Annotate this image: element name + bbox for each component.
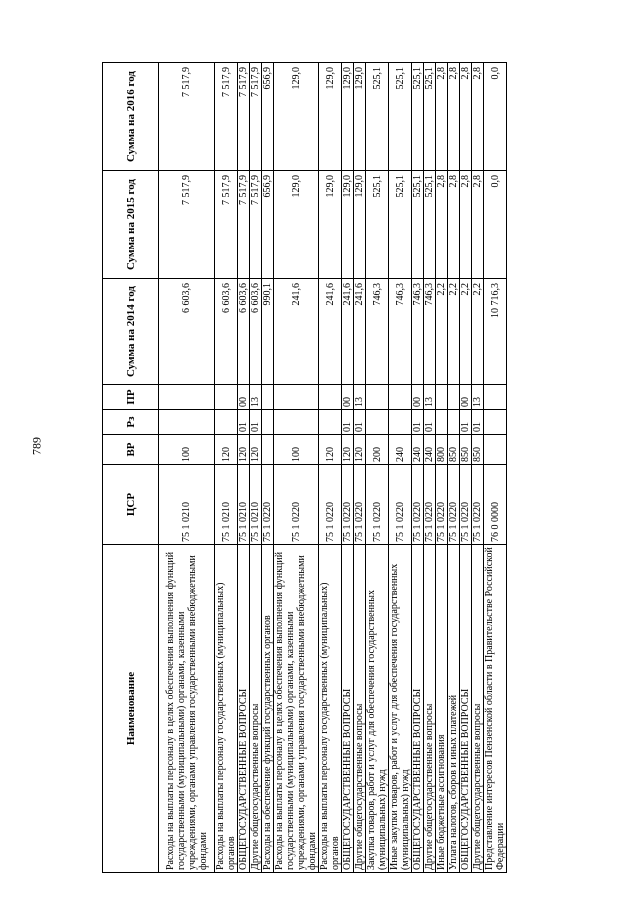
cell-csr: 75 1 0220 — [448, 465, 460, 545]
cell-csr: 75 1 0220 — [412, 465, 424, 545]
cell-rz — [389, 410, 412, 435]
cell-rz — [159, 410, 215, 435]
cell-y2016: 525,1 — [424, 63, 436, 171]
cell-name: Иные бюджетные ассигнования — [436, 545, 448, 873]
cell-pr — [274, 385, 319, 410]
table-row — [484, 63, 507, 873]
cell-vr: 100 — [159, 435, 215, 465]
cell-vr: 850 — [460, 435, 472, 465]
cell-pr: 00 — [412, 385, 424, 410]
cell-csr: 76 0 0000 — [484, 465, 507, 545]
cell-csr: 75 1 0220 — [436, 465, 448, 545]
cell-csr: 75 1 0210 — [250, 465, 262, 545]
cell-y2016: 525,1 — [366, 63, 389, 171]
cell-y2015: 525,1 — [412, 171, 424, 279]
cell-pr — [215, 385, 238, 410]
page-number: 789 — [29, 437, 44, 455]
cell-y2016: 0,0 — [484, 63, 507, 171]
cell-y2015: 129,0 — [319, 171, 342, 279]
header-pr: ПР — [103, 385, 159, 410]
cell-y2014: 10 716,3 — [484, 279, 507, 385]
cell-y2014: 241,6 — [342, 279, 354, 385]
cell-pr — [389, 385, 412, 410]
cell-y2016: 2,8 — [472, 63, 484, 171]
cell-pr: 13 — [424, 385, 436, 410]
cell-y2014: 746,3 — [424, 279, 436, 385]
cell-rz — [484, 410, 507, 435]
cell-y2016: 656,9 — [262, 63, 274, 171]
cell-y2014: 990,1 — [262, 279, 274, 385]
cell-name: ОБЩЕГОСУДАРСТВЕННЫЕ ВОПРОСЫ — [412, 545, 424, 873]
cell-vr: 200 — [366, 435, 389, 465]
cell-y2015: 656,9 — [262, 171, 274, 279]
cell-y2015: 2,8 — [436, 171, 448, 279]
cell-y2015: 129,0 — [274, 171, 319, 279]
table-row — [238, 63, 250, 873]
cell-pr — [159, 385, 215, 410]
cell-rz: 01 — [250, 410, 262, 435]
cell-name: Закупка товаров, работ и услуг для обеспечения государственных (муниципальных) нужд — [366, 545, 389, 873]
cell-y2014: 2,2 — [448, 279, 460, 385]
table-row — [366, 63, 389, 873]
cell-rz: 01 — [354, 410, 366, 435]
cell-rz: 01 — [472, 410, 484, 435]
cell-y2014: 6 603,6 — [159, 279, 215, 385]
cell-y2016: 2,8 — [436, 63, 448, 171]
cell-vr: 240 — [389, 435, 412, 465]
cell-pr: 13 — [354, 385, 366, 410]
cell-y2015: 7 517,9 — [215, 171, 238, 279]
cell-csr: 75 1 0220 — [354, 465, 366, 545]
cell-y2016: 129,0 — [274, 63, 319, 171]
cell-rz — [262, 410, 274, 435]
header-name: Наименование — [103, 545, 159, 873]
cell-rz — [274, 410, 319, 435]
table-row — [460, 63, 472, 873]
cell-csr: 75 1 0220 — [319, 465, 342, 545]
table-row — [250, 63, 262, 873]
cell-y2016: 2,8 — [448, 63, 460, 171]
cell-name: Иные закупки товаров, работ и услуг для обеспечения государственных (муниципальных) нужд — [389, 545, 412, 873]
cell-y2015: 7 517,9 — [159, 171, 215, 279]
cell-name: ОБЩЕГОСУДАРСТВЕННЫЕ ВОПРОСЫ — [460, 545, 472, 873]
header-vr: ВР — [103, 435, 159, 465]
cell-y2015: 2,8 — [460, 171, 472, 279]
cell-name: Расходы на выплаты персоналу в целях обеспечения выполнения функций государственными (муниципальными) органами, казенными учреждениями, органами управления государственными внебюджетными фондами — [159, 545, 215, 873]
cell-csr: 75 1 0220 — [389, 465, 412, 545]
cell-vr: 120 — [342, 435, 354, 465]
table-row — [424, 63, 436, 873]
table-row — [354, 63, 366, 873]
cell-rz — [366, 410, 389, 435]
cell-y2014: 746,3 — [389, 279, 412, 385]
cell-name: Представление интересов Пензенской области в Правительстве Российской Федерации — [484, 545, 507, 873]
table-row — [215, 63, 238, 873]
cell-name: Другие общегосударственные вопросы — [250, 545, 262, 873]
cell-csr: 75 1 0220 — [262, 465, 274, 545]
cell-y2015: 7 517,9 — [250, 171, 262, 279]
cell-name: Расходы на выплаты персоналу в целях обеспечения выполнения функций государственными (муниципальными) органами, казенными учреждениями, органами управления государственными внебюджетными фондами — [274, 545, 319, 873]
cell-pr — [262, 385, 274, 410]
header-2016: Сумма на 2016 год — [103, 63, 159, 171]
cell-rz: 01 — [412, 410, 424, 435]
table-header-row — [103, 63, 159, 873]
cell-name: ОБЩЕГОСУДАРСТВЕННЫЕ ВОПРОСЫ — [342, 545, 354, 873]
table-row — [436, 63, 448, 873]
cell-y2014: 6 603,6 — [238, 279, 250, 385]
cell-y2016: 129,0 — [342, 63, 354, 171]
cell-name: Другие общегосударственные вопросы — [354, 545, 366, 873]
cell-rz: 01 — [342, 410, 354, 435]
cell-vr: 120 — [354, 435, 366, 465]
cell-name: Другие общегосударственные вопросы — [424, 545, 436, 873]
cell-y2014: 241,6 — [319, 279, 342, 385]
cell-y2014: 2,2 — [436, 279, 448, 385]
cell-csr: 75 1 0210 — [215, 465, 238, 545]
cell-y2015: 0,0 — [484, 171, 507, 279]
cell-y2014: 6 603,6 — [250, 279, 262, 385]
cell-name: Расходы на обеспечение функций государственных органов — [262, 545, 274, 873]
cell-y2014: 746,3 — [412, 279, 424, 385]
cell-csr: 75 1 0220 — [460, 465, 472, 545]
table-row — [389, 63, 412, 873]
cell-y2014: 241,6 — [354, 279, 366, 385]
cell-pr: 00 — [460, 385, 472, 410]
cell-csr: 75 1 0220 — [424, 465, 436, 545]
rotated-page — [102, 63, 558, 873]
cell-rz: 01 — [424, 410, 436, 435]
cell-y2016: 7 517,9 — [238, 63, 250, 171]
cell-y2014: 2,2 — [472, 279, 484, 385]
cell-vr — [484, 435, 507, 465]
table-row — [412, 63, 424, 873]
table-row — [448, 63, 460, 873]
cell-y2015: 129,0 — [342, 171, 354, 279]
cell-name: Уплата налогов, сборов и иных платежей — [448, 545, 460, 873]
cell-y2014: 241,6 — [274, 279, 319, 385]
header-rz: Рз — [103, 410, 159, 435]
cell-y2015: 525,1 — [389, 171, 412, 279]
cell-pr — [319, 385, 342, 410]
cell-y2014: 2,2 — [460, 279, 472, 385]
cell-pr: 13 — [250, 385, 262, 410]
cell-y2016: 525,1 — [412, 63, 424, 171]
cell-name: Другие общегосударственные вопросы — [472, 545, 484, 873]
cell-csr: 75 1 0220 — [366, 465, 389, 545]
table-row — [319, 63, 342, 873]
cell-csr: 75 1 0220 — [342, 465, 354, 545]
cell-pr — [366, 385, 389, 410]
cell-y2016: 7 517,9 — [215, 63, 238, 171]
cell-y2016: 129,0 — [319, 63, 342, 171]
cell-vr: 850 — [472, 435, 484, 465]
cell-vr: 120 — [238, 435, 250, 465]
cell-vr: 100 — [274, 435, 319, 465]
cell-pr — [448, 385, 460, 410]
budget-table — [102, 62, 507, 873]
table-row — [274, 63, 319, 873]
cell-y2015: 2,8 — [448, 171, 460, 279]
cell-rz — [319, 410, 342, 435]
cell-vr: 800 — [436, 435, 448, 465]
cell-name: Расходы на выплаты персоналу государственных (муниципальных) органов — [319, 545, 342, 873]
cell-vr: 120 — [250, 435, 262, 465]
cell-csr: 75 1 0210 — [159, 465, 215, 545]
header-csr: ЦСР — [103, 465, 159, 545]
cell-name: ОБЩЕГОСУДАРСТВЕННЫЕ ВОПРОСЫ — [238, 545, 250, 873]
cell-vr: 120 — [319, 435, 342, 465]
cell-y2016: 129,0 — [354, 63, 366, 171]
cell-pr — [436, 385, 448, 410]
cell-pr: 00 — [238, 385, 250, 410]
cell-rz: 01 — [460, 410, 472, 435]
cell-y2016: 525,1 — [389, 63, 412, 171]
header-2015: Сумма на 2015 год — [103, 171, 159, 279]
cell-vr — [262, 435, 274, 465]
cell-y2016: 7 517,9 — [250, 63, 262, 171]
cell-y2016: 7 517,9 — [159, 63, 215, 171]
cell-y2014: 6 603,6 — [215, 279, 238, 385]
cell-csr: 75 1 0210 — [238, 465, 250, 545]
cell-csr: 75 1 0220 — [472, 465, 484, 545]
cell-rz — [448, 410, 460, 435]
cell-y2015: 2,8 — [472, 171, 484, 279]
cell-pr — [484, 385, 507, 410]
cell-vr: 240 — [412, 435, 424, 465]
table-body — [159, 63, 507, 873]
table-row — [342, 63, 354, 873]
header-2014: Сумма на 2014 год — [103, 279, 159, 385]
cell-y2014: 746,3 — [366, 279, 389, 385]
cell-rz — [215, 410, 238, 435]
table-row — [262, 63, 274, 873]
cell-y2015: 525,1 — [424, 171, 436, 279]
cell-name: Расходы на выплаты персоналу государственных (муниципальных) органов — [215, 545, 238, 873]
table-row — [159, 63, 215, 873]
cell-y2015: 7 517,9 — [238, 171, 250, 279]
cell-y2016: 2,8 — [460, 63, 472, 171]
cell-rz: 01 — [238, 410, 250, 435]
cell-vr: 240 — [424, 435, 436, 465]
cell-y2015: 129,0 — [354, 171, 366, 279]
cell-y2015: 525,1 — [366, 171, 389, 279]
table-row — [472, 63, 484, 873]
cell-pr: 13 — [472, 385, 484, 410]
cell-rz — [436, 410, 448, 435]
cell-csr: 75 1 0220 — [274, 465, 319, 545]
cell-vr: 850 — [448, 435, 460, 465]
cell-vr: 120 — [215, 435, 238, 465]
cell-pr: 00 — [342, 385, 354, 410]
